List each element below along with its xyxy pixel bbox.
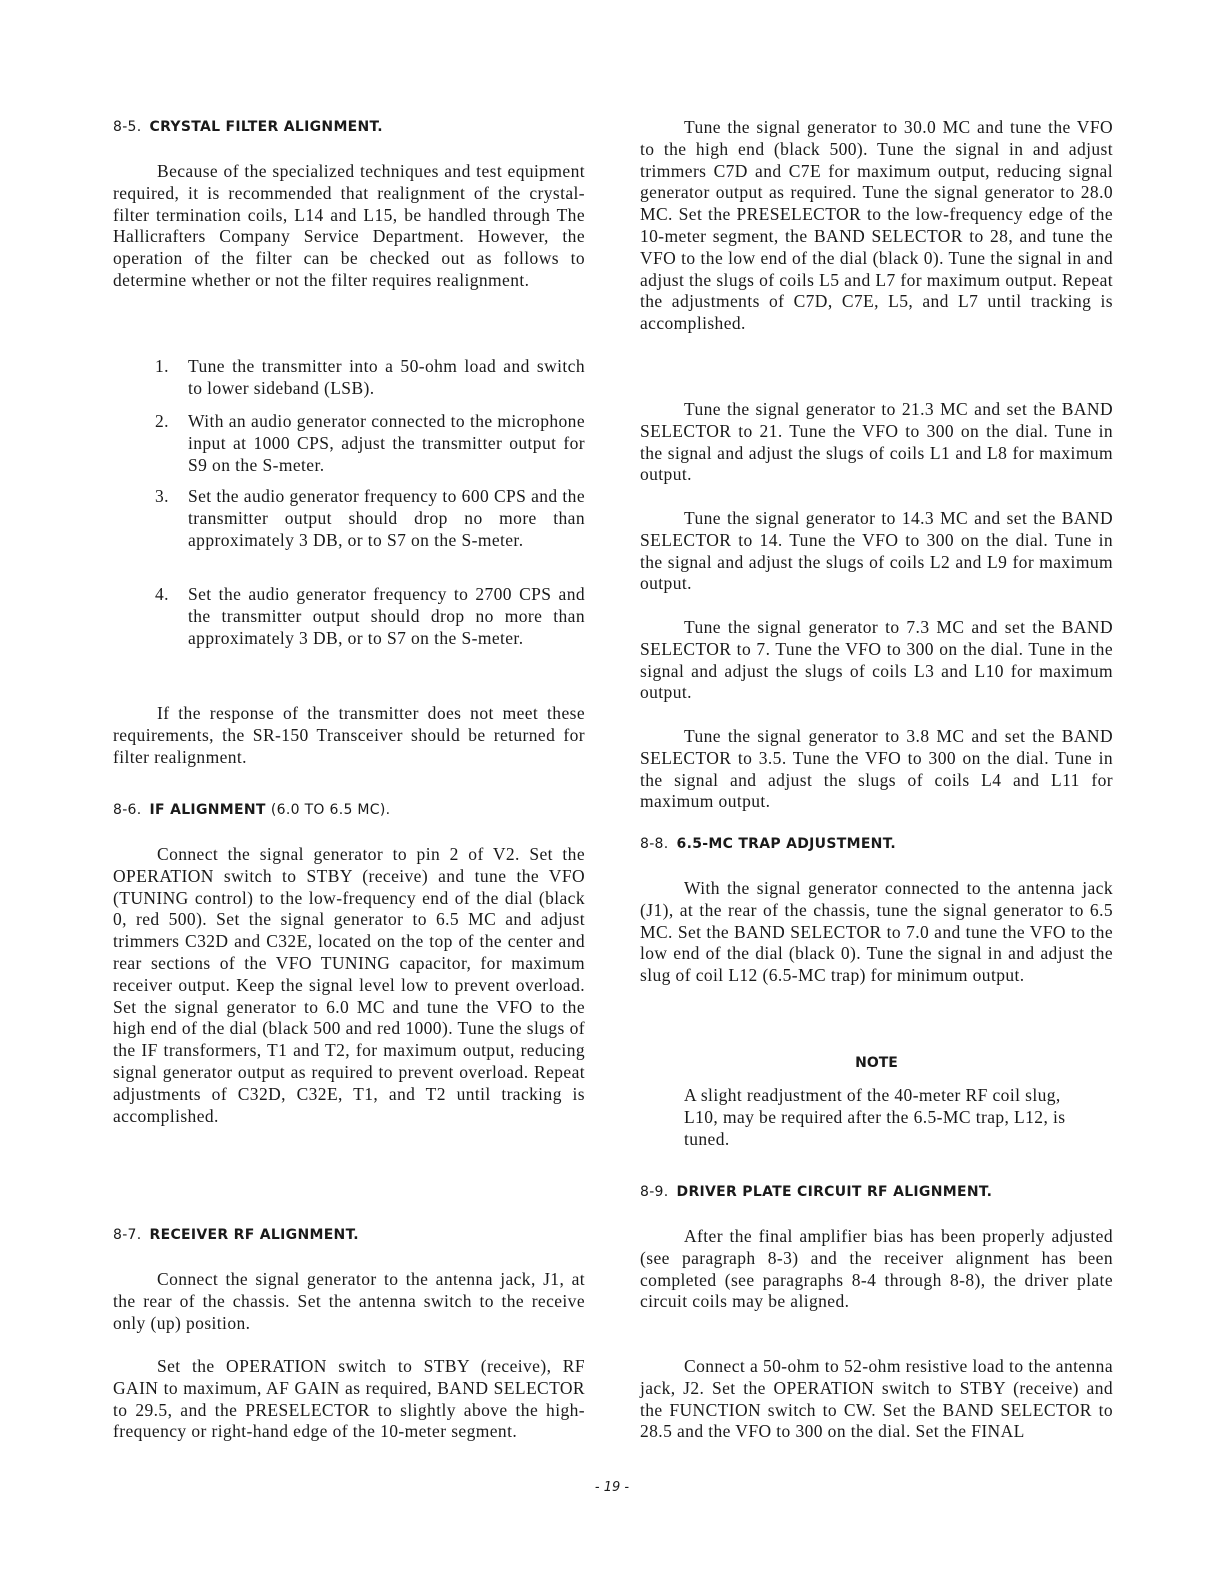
note-text: A slight readjustment of the 40-meter RF coil slug, L10, may be required after the 6.5-MC trap, L12, is tuned. xyxy=(684,1085,1066,1149)
list-item: 2. With an audio generator connected to the microphone input at 1000 CPS, adjust the transmitter output for S9 on the S-meter. xyxy=(155,411,585,475)
section-heading-8-7: 8-7. RECEIVER RF ALIGNMENT. xyxy=(113,1227,359,1243)
list-item: 1. Tune the transmitter into a 50-ohm load and switch to lower sideband (LSB). xyxy=(155,356,585,398)
paragraph: Tune the signal generator to 3.8 MC and set the BAND SELECTOR to 3.5. Tune the VFO to 300 on the dial. Tune in the signal and adjust the slugs of coils L4 and L11 for maximum output. xyxy=(640,726,1113,812)
list-item: 3. Set the audio generator frequency to 600 CPS and the transmitter output should drop no more than approximately 3 DB, or to S7 on the S-meter. xyxy=(155,486,585,550)
paragraph: Tune the signal generator to 14.3 MC and set the BAND SELECTOR to 14. Tune the VFO to 300 on the dial. Tune in the signal and adjust the slugs of coils L2 and L9 for maximum output. xyxy=(640,508,1113,594)
paragraph: If the response of the transmitter does not meet these requirements, the SR-150 Transceiver should be returned for filter realignment. xyxy=(113,703,585,767)
page-number: - 19 - xyxy=(594,1480,630,1495)
paragraph: With the signal generator connected to the antenna jack (J1), at the rear of the chassis, tune the signal generator to 6.5 MC. Set the BAND SELECTOR to 7.0 and tune the VFO to the low end of the dial (black 0). Tune the signal in and adjust the slug of coil L12 (6.5-MC trap) for minimum output. xyxy=(640,878,1113,986)
section-heading-8-8: 8-8. 6.5-MC TRAP ADJUSTMENT. xyxy=(640,836,897,852)
paragraph: Tune the signal generator to 21.3 MC and set the BAND SELECTOR to 21. Tune the VFO to 300 on the dial. Tune in the signal and adjust the slugs of coils L1 and L8 for maximum output. xyxy=(640,399,1113,485)
paragraph: Because of the specialized techniques and test equipment required, it is recommended that realignment of the crystal-filter termination coils, L14 and L15, be handled through The Hallicrafters Company Service Department. However, the operation of the filter can be checked out as follows to determine whether or not the filter requires realignment. xyxy=(113,161,585,290)
paragraph: Connect the signal generator to pin 2 of V2. Set the OPERATION switch to STBY (receive) and tune the VFO (TUNING control) to the low-frequency end of the dial (black 0, red 500). Set the signal generator to 6.5 MC and adjust trimmers C32D and C32E, located on the top of the center and rear sections of the VFO TUNING capacitor, for maximum receiver output. Keep the signal level low to prevent overload. Set the signal generator to 6.0 MC and tune the VFO to the high end of the dial (black 500 and red 1000). Tune the slugs of the IF transformers, T1 and T2, for maximum output, reducing signal generator output as required to prevent overload. Repeat adjustments of C32D, C32E, T1, and T2 until tracking is accomplished. xyxy=(113,844,585,1126)
paragraph: Set the OPERATION switch to STBY (receive), RF GAIN to maximum, AF GAIN as required, BAND SELECTOR to 29.5, and the PRESELECTOR to slightly above the high-frequency or right-hand edge of the 10-meter segment. xyxy=(113,1356,585,1442)
paragraph: Tune the signal generator to 7.3 MC and set the BAND SELECTOR to 7. Tune the VFO to 300 on the dial. Tune in the signal and adjust the slugs of coils L3 and L10 for maximum output. xyxy=(640,617,1113,703)
paragraph: After the final amplifier bias has been properly adjusted (see paragraph 8-3) and the receiver alignment has been completed (see paragraphs 8-4 through 8-8), the driver plate circuit coils may be aligned. xyxy=(640,1226,1113,1312)
section-heading-8-9: 8-9. DRIVER PLATE CIRCUIT RF ALIGNMENT. xyxy=(640,1184,993,1200)
section-heading-8-6: 8-6. IF ALIGNMENT (6.0 TO 6.5 MC). xyxy=(113,802,391,818)
paragraph: Connect a 50-ohm to 52-ohm resistive load to the antenna jack, J2. Set the OPERATION switch to STBY (receive) and the FUNCTION switch to CW. Set the BAND SELECTOR to 28.5 and the VFO to 300 on the dial. Set the FINAL xyxy=(640,1356,1113,1442)
section-heading-8-5: 8-5. CRYSTAL FILTER ALIGNMENT. xyxy=(113,119,383,135)
paragraph: Connect the signal generator to the antenna jack, J1, at the rear of the chassis. Set the antenna switch to the receive only (up) position. xyxy=(113,1269,585,1333)
list-item: 4. Set the audio generator frequency to 2700 CPS and the transmitter output should drop no more than approximately 3 DB, or to S7 on the S-meter. xyxy=(155,584,585,648)
note-heading: NOTE xyxy=(855,1055,898,1071)
paragraph: Tune the signal generator to 30.0 MC and tune the VFO to the high end (black 500). Tune the signal in and adjust trimmers C7D and C7E for maximum output, reducing signal generator output as required. Tune the signal generator to 28.0 MC. Set the PRESELECTOR to the low-frequency edge of the 10-meter segment, the BAND SELECTOR to 28, and tune the VFO to the low end of the dial (black 0). Tune the signal in and adjust the slugs of coils L5 and L7 for maximum output. Repeat the adjustments of C7D, C7E, L5, and L7 until tracking is accomplished. xyxy=(640,117,1113,334)
